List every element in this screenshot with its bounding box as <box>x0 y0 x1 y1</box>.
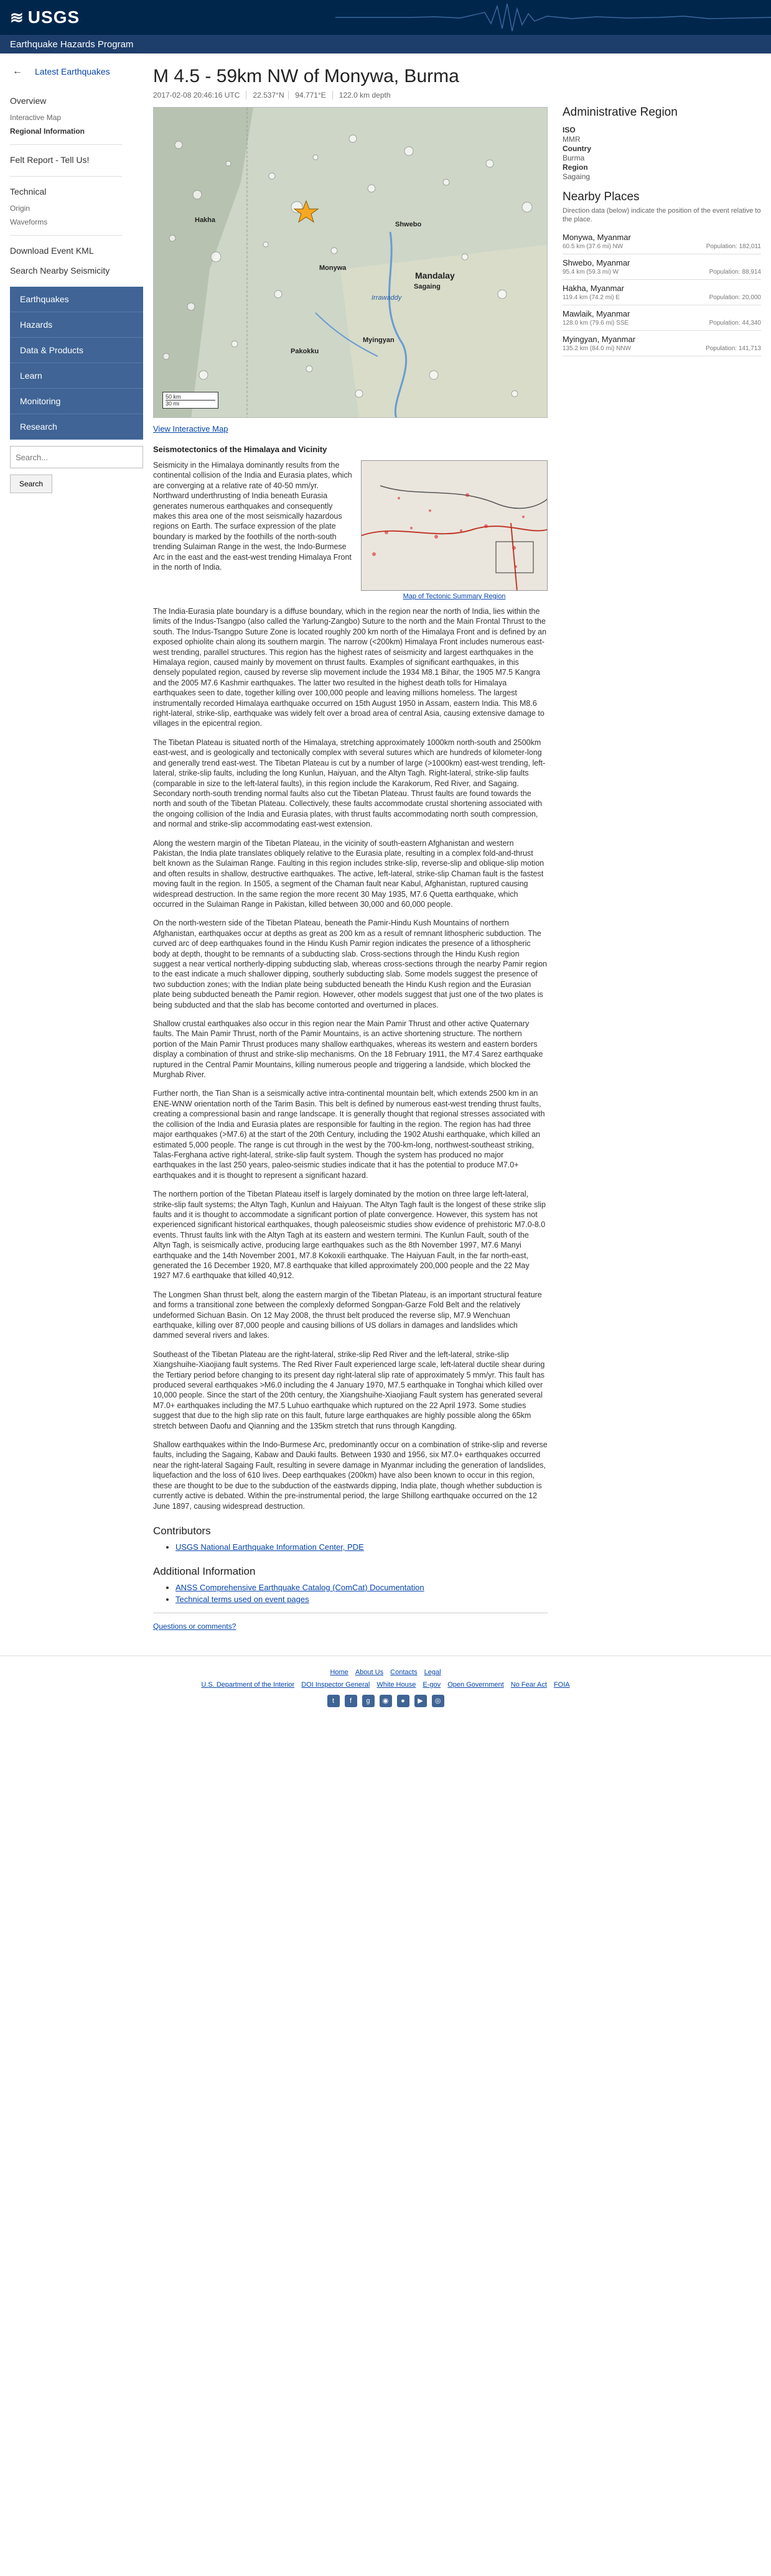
page-footer <box>0 1656 771 1726</box>
tectonics-paragraph: Shallow crustal earthquakes also occur in this region near the Main Pamir Thrust and other active Quaternary faults. The Main Pamir Thrust, north of the Pamir Mountains, is an active shortening structure. The northern portion of the Main Pamir Thrust produces many shallow earthquakes, whereas its western and eastern borders display a combination of thrust and strike-slip mechanisms. On the 18 February 1911, the M7.4 Sarez earthquake ruptured in the Central Pamir Mountains, killing numerous people and triggering a landside, which blocked the Murghab River. <box>153 1019 543 1080</box>
event-location <box>246 91 325 100</box>
site-nav-data-products[interactable]: Data & Products <box>10 338 143 363</box>
nearby-place <box>563 254 761 280</box>
tectonic-summary-link[interactable]: Map of Tectonic Summary Region <box>403 593 506 600</box>
place-name: Monywa, Myanmar <box>563 233 631 242</box>
map-label-shwebo: Shwebo <box>395 221 422 228</box>
comcat-docs-link[interactable]: ANSS Comprehensive Earthquake Catalog (ComCat) Documentation <box>175 1582 424 1592</box>
tectonics-paragraph: On the north-western side of the Tibetan Plateau, beneath the Pamir-Hindu Kush Mountains of northern Afghanistan, earthquakes occur at depths as great as 200 km as a result of remnant lithospheric subduction. The curved arc of deep earthquakes found in the Hindu Kush Pamir region indicates the presence of a lithospheric body at depth, thought to be remnants of a subducting slab. Cross-sections through the Hindu Kush region suggest a near vertical northerly-dipping subducting slab, whereas cross-sections through the nearby Pamir region to the east indicate a much shallower dipping, southerly subducting slab. Some models suggest the presence of two subduction zones; with the Indian plate being subducted beneath the Hindu Kush region and the Eurasian plate being subducted beneath the Pamir region. However, other models suggest that just one of the two plates is being subducted and that the slab has become contorted and overturned in places. <box>153 919 547 1009</box>
footer-whitehouse-link[interactable]: White House <box>376 1680 416 1689</box>
facebook-icon[interactable]: f <box>345 1695 357 1707</box>
nav-divider <box>10 235 122 236</box>
site-nav-hazards[interactable]: Hazards <box>10 312 143 338</box>
footer-links-primary <box>0 1669 771 1676</box>
event-time: 2017-02-08 20:46:16 UTC <box>153 91 240 100</box>
country-value: Burma <box>563 154 585 162</box>
tectonics-paragraph: Further north, the Tian Shan is a seismically active intra-continental mountain belt, which extends 2500 km in an ENE-WNW orientation north of the Tarim Basin. This belt is defined by numerous east-west trending thrust faults, creating a compressional basin and range landscape. It is generally thought that regional stresses associated with the collision of the India and Eurasia plates are responsible for faulting in the region. The region has had three major earthquakes (>M7.6) at the start of the 20th Century, including the 1902 Atushi earthquake, which killed an estimated 5,000 people. The range is cut through in the west by the 700-km-long, northwest-southeast striking, Talas-Ferghana active right-lateral, strike-slip fault system. Though the system has produced no major earthquakes in the last 250 years, paleo-seismic studies indicate that it has the potential to produce M7.0+ earthquakes and it is thought to represent a significant hazard. <box>153 1089 545 1180</box>
questions-row <box>153 1622 548 1631</box>
region-label: Region <box>563 163 588 172</box>
map-label-monywa: Monywa <box>319 264 347 272</box>
tectonics-paragraph: The Longmen Shan thrust belt, along the eastern margin of the Tibetan Plateau, is an important structural feature and forms a transitional zone between the complexly deformed Songpan-Garze Fold Belt and the relatively undeformed Sichuan Basin. On 12 May 2008, the thrust belt produced the reverse slip, M7.9 Wenchuan earthquake, killing over 87,000 people and causing billions of US dollars in damages and landslides which dammed several rivers and lakes. <box>153 1290 542 1340</box>
page-title: M 4.5 - 59km NW of Monywa, Burma <box>153 66 459 86</box>
tectonics-paragraph: The India-Eurasia plate boundary is a diffuse boundary, which in the region near the north of India, lies within the limits of the Indus-Tsangpo (also called the Yarlung-Zangbo) Suture to the north and the Main Frontal Thrust to the south. The Indus-Tsangpo Suture Zone is located roughly 200 km north of the Himalaya Front and is defined by an exposed ophiolite chain along its southern margin. The narrow (<200km) Himalaya Front includes numerous east-west trending, parallel structures. This region has the highest rates of seismicity and largest earthquakes in the Himalaya region, caused mainly by movement on thrust faults. Examples of significant earthquakes, in this densely populated region, caused by reverse slip movement include the 1934 M8.1 Bihar, the 1905 M7.5 Kangra and the 2005 M7.6 Kashmir earthquakes. The latter two resulted in the highest death tolls for Himalaya earthquakes seen to date, together killing over 100,000 people and leaving millions homeless. The largest instrumentally recorded Himalaya earthquake occurred on 15th August 1950 in Assam, eastern India. This M8.6 right-lateral, strike-slip, earthquake was widely felt over a broad area of central Asia, causing extensive damage to villages in the epicentral region. <box>153 607 547 728</box>
nav-search-nearby[interactable]: Search Nearby Seismicity <box>10 266 110 276</box>
place-details <box>563 320 761 327</box>
twitter-icon[interactable]: t <box>327 1695 340 1707</box>
map-label-hakha: Hakha <box>195 216 216 224</box>
right-column <box>548 53 771 1656</box>
tectonics-paragraph: The northern portion of the Tibetan Plateau itself is largely dominated by the motion on three large left-lateral, strike-slip fault systems; the Altyn Tagh, Kunlun and Haiyuan. The Altyn Tagh fault is the longest of these strike slip faults and it is thought to accommodate a significant portion of plate convergence. However, this system has not experienced significant historical earthquakes, though paleoseismic studies show evidence of prehistoric M7.0-8.0 events. Thrust faults link with the Altyn Tagh at its eastern and western termini. The Kunlun Fault, south of the Altyn Tagh, is seismically active, producing large earthquakes such as the 8th November 1997, M7.6 Manyi earthquake and the 14th November 2001, M7.8 Kokoxili earthquake. The Haiyuan Fault, in the far north-east, generated the 16 December 1920, M7.8 earthquake that killed approximately 200,000 people and the 22 May 1927 M7.6 earthquake that killed 40,912. <box>153 1190 546 1281</box>
nearby-place <box>563 305 761 331</box>
place-distance: 119.4 km (74.2 mi) E <box>563 294 620 301</box>
github-icon[interactable]: ◉ <box>380 1695 392 1707</box>
footer-home-link[interactable]: Home <box>330 1668 348 1676</box>
nearby-place <box>563 229 761 254</box>
technical-terms-link[interactable]: Technical terms used on event pages <box>175 1594 309 1604</box>
place-distance: 60.5 km (37.6 mi) NW <box>563 243 624 250</box>
map-scale-km: 50 km <box>166 394 181 400</box>
tectonics-paragraph: The Tibetan Plateau is situated north of the Himalaya, stretching approximately 1000km north-south and 2500km east-west, and is geologically and tectonically complex with several sutures which are hundreds of kilometer-long and generally trend east-west. The Tibetan Plateau is cut by a number of large (>1000km) east-west trending, left-lateral, strike-slip faults, including the long Kunlun, Haiyuan, and the Altyn Tagh. Right-lateral, strike-slip faults (comparable in size to the left-lateral faults), in this region include the Karakorum, Red River, and Sagaing. Secondary north-south trending normal faults also cut the Tibetan Plateau. Thrust faults are found towards the north and south of the Tibetan Plateau. Collectively, these faults accommodate crustal shortening associated with the ongoing collision of the India and Eurasia plates, with thrust faults accommodating north south compression, and normal and strike-slip accommodating east-west extension. <box>153 738 546 829</box>
flickr-icon[interactable]: ● <box>397 1695 409 1707</box>
regional-map[interactable] <box>153 107 548 418</box>
program-title[interactable]: Earthquake Hazards Program <box>10 39 134 50</box>
event-lon: 94.771°E <box>288 91 326 100</box>
google-plus-icon[interactable]: g <box>362 1695 375 1707</box>
place-name: Hakha, Myanmar <box>563 284 624 293</box>
place-name: Shwebo, Myanmar <box>563 258 630 267</box>
nav-group-technical <box>10 182 143 229</box>
nearby-places-heading: Nearby Places <box>563 190 640 203</box>
region-value: Sagaing <box>563 172 591 181</box>
iso-label: ISO <box>563 126 576 134</box>
contributor-item <box>175 1542 548 1552</box>
tectonics-paragraph: Seismicity in the Himalaya dominantly results from the continental collision of the India and Eurasia plates, which are converging at a relative rate of 40-50 mm/yr. Northward underthrusting of India beneath Eurasia generates numerous earthquakes and consequently makes this area one of the most seismically hazardous regions on Earth. The surface expression of the plate boundary is marked by the foothills of the north-south trending Sulaiman Range in the west, the Indo-Burmese Arc in the east and the east-west trending Himalaya Front in the north of India. <box>153 461 352 572</box>
map-label-irrawaddy: Irrawaddy <box>371 294 402 302</box>
youtube-icon[interactable]: ▶ <box>414 1695 427 1707</box>
contributor-link[interactable]: USGS National Earthquake Information Center, PDE <box>175 1542 364 1552</box>
nav-origin[interactable]: Origin <box>10 204 30 213</box>
site-nav-earthquakes[interactable]: Earthquakes <box>10 287 143 312</box>
nav-waveforms[interactable]: Waveforms <box>10 218 48 226</box>
view-interactive-map-link[interactable]: View Interactive Map <box>153 424 228 433</box>
place-distance: 95.4 km (59.3 mi) W <box>563 269 619 276</box>
map-label-myingyan: Myingyan <box>363 336 395 344</box>
site-nav <box>10 287 143 440</box>
contributors-list <box>153 1542 548 1552</box>
additional-item <box>175 1583 548 1592</box>
questions-link[interactable]: Questions or comments? <box>153 1621 236 1631</box>
sidebar <box>0 53 143 1656</box>
nav-group-tools <box>10 241 143 280</box>
nearby-place <box>563 331 761 356</box>
place-population: Population: 88,914 <box>709 269 761 276</box>
nav-overview[interactable]: Overview <box>10 96 47 106</box>
footer-doi-link[interactable]: U.S. Department of the Interior <box>201 1680 295 1689</box>
usgs-logo[interactable] <box>10 7 80 27</box>
seismogram-graphic <box>335 0 771 35</box>
event-summary <box>153 91 548 100</box>
event-depth: 122.0 km depth <box>332 91 391 100</box>
usgs-wave-icon: ≋ <box>10 7 24 27</box>
usgs-header <box>0 0 771 35</box>
nav-interactive-map[interactable]: Interactive Map <box>10 113 62 122</box>
map-graphic <box>154 108 548 418</box>
latest-earthquakes-link[interactable] <box>10 63 143 91</box>
instagram-icon[interactable]: ◎ <box>432 1695 444 1707</box>
admin-region-heading: Administrative Region <box>563 106 678 119</box>
place-details <box>563 345 761 352</box>
nav-felt-report[interactable]: Felt Report - Tell Us! <box>10 155 90 165</box>
site-nav-research[interactable]: Research <box>10 414 143 440</box>
site-search <box>10 446 143 493</box>
additional-info-list <box>153 1583 548 1604</box>
map-label-sagaing: Sagaing <box>414 283 441 290</box>
place-details <box>563 294 761 301</box>
map-scale-mi: 30 mi <box>166 400 215 407</box>
event-lat: 22.537°N <box>253 91 284 100</box>
footer-legal-link[interactable]: Legal <box>424 1668 441 1676</box>
nav-divider <box>10 144 122 145</box>
place-distance: 135.2 km (84.0 mi) NNW <box>563 345 632 352</box>
footer-contacts-link[interactable]: Contacts <box>390 1668 418 1676</box>
place-population: Population: 44,340 <box>709 320 761 327</box>
place-population: Population: 141,713 <box>706 345 761 352</box>
tectonics-paragraph: Along the western margin of the Tibetan Plateau, in the vicinity of south-eastern Afghanistan and western Pakistan, the India plate translates obliquely relative to the Eurasia plate, resulting in a complex fold-and-thrust belt known as the Sulaiman Range. Faulting in this region includes strike-slip, reverse-slip and oblique-slip motion and often results in shallow, destructive earthquakes. The active, left-lateral, strike-slip Chaman fault is the fastest moving fault in the region. In 1505, a segment of the Chaman fault near Kabul, Afghanistan, ruptured causing widespread destruction. In the same region the more recent 30 May 1935, M7.6 Quetta earthquake, which occurred in the Sulaiman Range in Pakistan, killed between 30,000 and 60,000 people. <box>153 838 544 909</box>
footer-foia-link[interactable]: FOIA <box>553 1680 570 1689</box>
tectonics-heading: Seismotectonics of the Himalaya and Vicinity <box>153 445 327 454</box>
tectonics-paragraph: Southeast of the Tibetan Plateau are the right-lateral, strike-slip Red River and the left-lateral, strike-slip Xiangshuihe-Xiaojiang fault systems. The Red River Fault experienced large scale, left-lateral ductile shear during the Tertiary period before changing to its present day right-lateral slip rate of approximately 5 mm/yr. This fault has produced several earthquakes >M6.0 including the 4 January 1970, M7.5 earthquake in Tonghai which killed over 10,000 people. Since the start of the 20th century, the Xiangshuihe-Xiaojiang Fault system has generated several M7.0+ earthquakes including the M7.5 Luhuo earthquake which ruptured on the 22 April 1973. Some studies suggest that due to the high slip rate on this fault, future large earthquakes are highly possible along the 65km stretch between Daofu and Qianning and the 135km stretch that runs through Kangding. <box>153 1350 545 1430</box>
main-content <box>143 53 548 1656</box>
iso-value: MMR <box>563 135 581 144</box>
place-name: Myingyan, Myanmar <box>563 335 636 344</box>
additional-item <box>175 1595 548 1604</box>
site-nav-monitoring[interactable]: Monitoring <box>10 389 143 414</box>
place-name: Mawlaik, Myanmar <box>563 309 630 318</box>
footer-inspector-link[interactable]: DOI Inspector General <box>301 1680 370 1689</box>
place-details <box>563 269 761 276</box>
nav-divider <box>10 176 122 177</box>
map-scale <box>162 392 218 409</box>
search-input[interactable] <box>10 446 143 468</box>
footer-links-secondary <box>0 1681 771 1689</box>
admin-region-details <box>563 126 761 182</box>
footer-opengov-link[interactable]: Open Government <box>447 1680 504 1689</box>
nav-technical[interactable]: Technical <box>10 187 47 197</box>
nav-group-overview <box>10 91 143 138</box>
nearby-place <box>563 280 761 305</box>
nav-regional-information[interactable]: Regional Information <box>10 127 85 136</box>
place-details <box>563 243 761 250</box>
map-label-pakokku: Pakokku <box>291 348 319 355</box>
tectonic-summary-figure[interactable] <box>361 460 548 600</box>
site-nav-learn[interactable]: Learn <box>10 363 143 389</box>
search-button[interactable]: Search <box>10 475 52 493</box>
nav-download-kml[interactable]: Download Event KML <box>10 246 94 256</box>
back-arrow-icon: ← <box>12 66 22 76</box>
place-distance: 128.0 km (79.6 mi) SSE <box>563 320 629 327</box>
back-link-label[interactable]: Latest Earthquakes <box>35 67 110 76</box>
footer-egov-link[interactable]: E-gov <box>423 1680 441 1689</box>
footer-about-link[interactable]: About Us <box>355 1668 384 1676</box>
map-label-mandalay: Mandalay <box>415 271 455 280</box>
nav-group-felt <box>10 150 143 170</box>
nearby-places-description: Direction data (below) indicate the position of the event relative to the place. <box>563 207 761 223</box>
contributors-heading: Contributors <box>153 1524 211 1537</box>
program-bar[interactable] <box>0 35 771 53</box>
tectonic-map-image[interactable] <box>361 460 548 591</box>
country-label: Country <box>563 144 591 153</box>
place-population: Population: 182,011 <box>706 243 761 250</box>
additional-info-heading: Additional Information <box>153 1565 256 1577</box>
place-population: Population: 20,000 <box>709 294 761 301</box>
footer-nofear-link[interactable]: No Fear Act <box>510 1680 547 1689</box>
social-icons <box>0 1695 771 1707</box>
tectonics-paragraph: Shallow earthquakes within the Indo-Burmese Arc, predominantly occur on a combination of strike-slip and reverse faults, including the Sagaing, Kabaw and Dauki faults. Between 1930 and 1956, six M7.0+ earthquakes occurred near the right-lateral Sagaing Fault, resulting in severe damage in Myanmar including the generation of landslides, liquefaction and the loss of 610 lives. Deep earthquakes (200km) have also been known to occur in this region, these are thought to be due to the subduction of the eastwards dipping, India plate, though whether subduction is currently active is debated. Within the pre-instrumental period, the large Shillong earthquake occurred on the 12 June 1897, causing widespread destruction. <box>153 1440 548 1511</box>
usgs-logo-text: USGS <box>27 7 80 27</box>
